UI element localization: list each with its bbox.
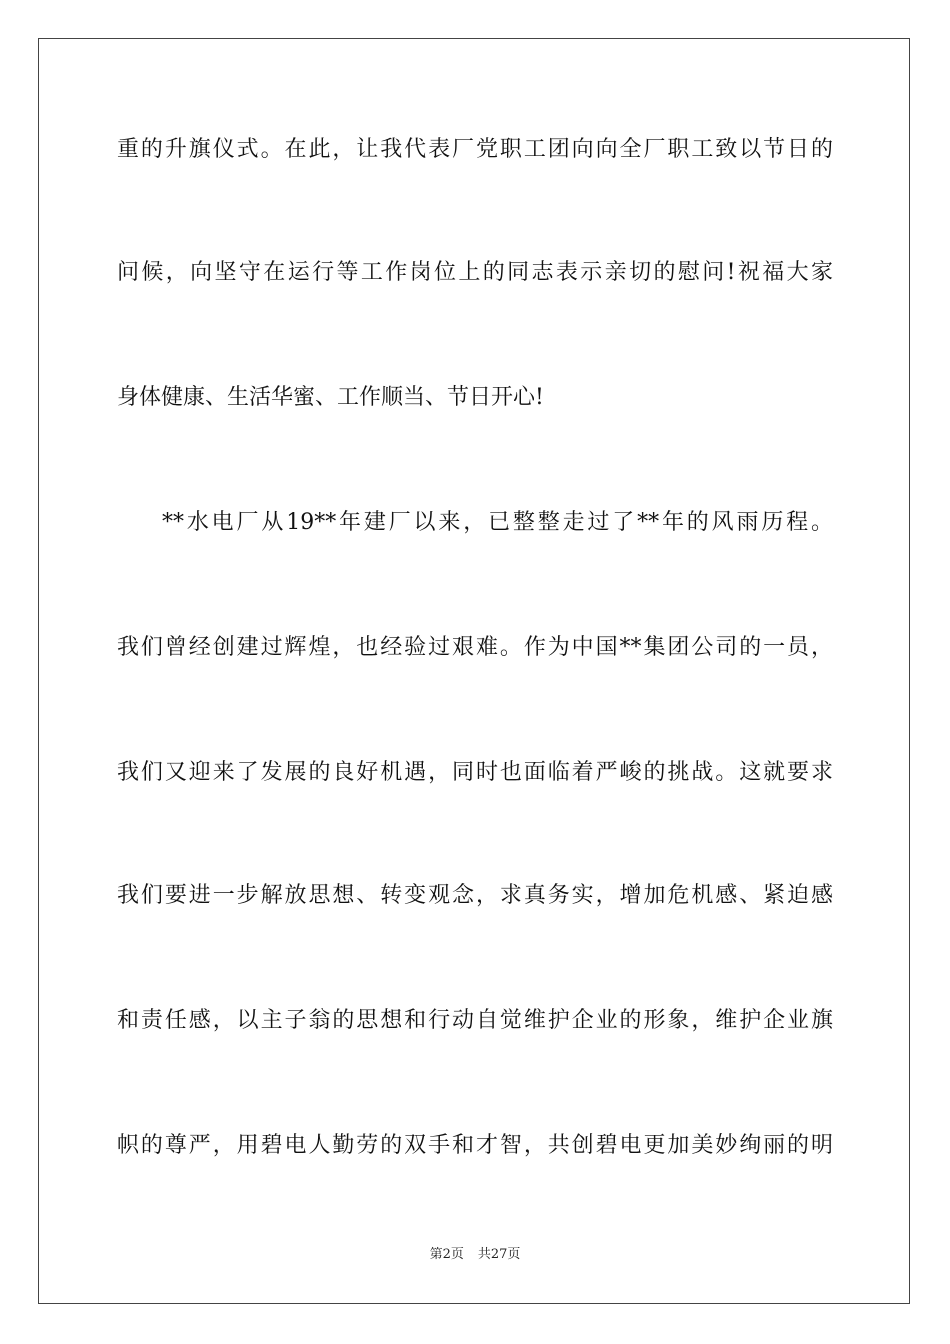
page-border [38, 38, 910, 1304]
text-line: 我们曾经创建过辉煌，也经验过艰难。作为中国**集团公司的一员， [117, 635, 833, 660]
paragraph-first-line: **水电厂从19**年建厂以来，已整整走过了**年的风雨历程。 [162, 510, 833, 535]
text-line: 和责任感，以主子翁的思想和行动自觉维护企业的形象，维护企业旗 [117, 1008, 833, 1033]
page-footer [0, 1243, 950, 1262]
text-line: 问候，向坚守在运行等工作岗位上的同志表示亲切的慰问!祝福大家 [117, 260, 833, 285]
text-line: 重的升旗仪式。在此，让我代表厂党职工团向向全厂职工致以节日的 [117, 137, 833, 162]
page-number: 第2页 [429, 1247, 464, 1262]
text-line: 身体健康、生活华蜜、工作顺当、节日开心! [117, 385, 544, 410]
page-total: 共27页 [477, 1247, 521, 1262]
text-line: 我们又迎来了发展的良好机遇，同时也面临着严峻的挑战。这就要求 [117, 760, 833, 785]
text-line: 帜的尊严，用碧电人勤劳的双手和才智，共创碧电更加美妙绚丽的明 [117, 1133, 833, 1158]
text-line: 我们要进一步解放思想、转变观念，求真务实，增加危机感、紧迫感 [117, 883, 833, 908]
